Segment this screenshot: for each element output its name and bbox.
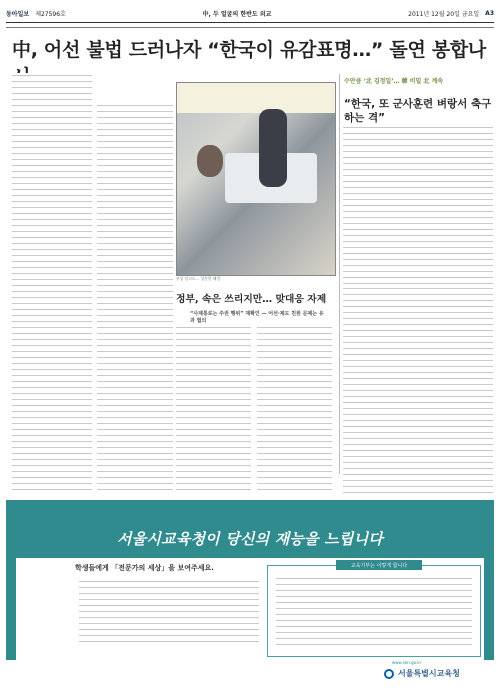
photo-patient <box>197 145 223 177</box>
article-col-2 <box>97 73 173 493</box>
sidebar-text-2 <box>343 286 493 496</box>
article-col-2-top <box>97 73 173 101</box>
sidebar-text-1 <box>343 125 493 295</box>
masthead <box>6 6 494 20</box>
masthead-edition: 제27596호 <box>35 10 66 18</box>
article-col-3 <box>176 325 251 493</box>
masthead-date: 2011년 12월 20일 금요일 <box>408 10 480 18</box>
top-rule-thin <box>6 27 494 28</box>
top-rule <box>6 22 494 23</box>
sidebar-kicker: 수만큼 ‘北 김정일’… 韓 비밀 北 계속 <box>344 78 444 85</box>
photo-caption: 부상 입고도… 성분한 해경 <box>176 276 221 281</box>
masthead-paper: 동아일보 <box>6 10 30 18</box>
ad-box-heading: 학생들에게 「전문가의 세상」을 보여주세요. <box>75 564 214 572</box>
photo-lightbox <box>177 83 335 113</box>
main-headline: 中, 어선 불법 드러나자 “한국이 유감표명…” 돌연 봉합나 <box>12 39 486 61</box>
ad-logo-text: 서울특별시교육청 <box>398 669 460 678</box>
ad-right-lines <box>276 576 472 650</box>
ad-logo <box>384 668 460 679</box>
ad-body-lines <box>79 579 259 643</box>
news-photo <box>176 82 336 276</box>
ad-right-bar: 교육기부는 이렇게 합니다 <box>336 560 422 570</box>
masthead-page: A3 <box>485 9 494 17</box>
masthead-section: 中, 두 얼굴의 한반도 외교 <box>202 10 272 18</box>
photo-visitor <box>259 109 287 187</box>
education-office-emblem-icon <box>384 669 394 679</box>
ad-url: www.sen.go.kr <box>392 660 422 665</box>
article-col-4 <box>257 325 332 493</box>
article-col-1 <box>12 73 92 493</box>
ad-title: 서울시교육청이 당신의 재능을 느립니다 <box>117 530 383 548</box>
subheadline-deck: “사제통로는 주권 행위” 재확인 — 어선·제도 친원 문제는 유과 협의 <box>190 311 324 324</box>
sidebar-quote: “한국, 또 군사훈련 벼랑서 축구하는 격” <box>344 98 492 124</box>
ad-right-panel <box>267 562 481 657</box>
subheadline: 정부, 속은 쓰리지만… 맞대응 자제 <box>176 294 327 305</box>
